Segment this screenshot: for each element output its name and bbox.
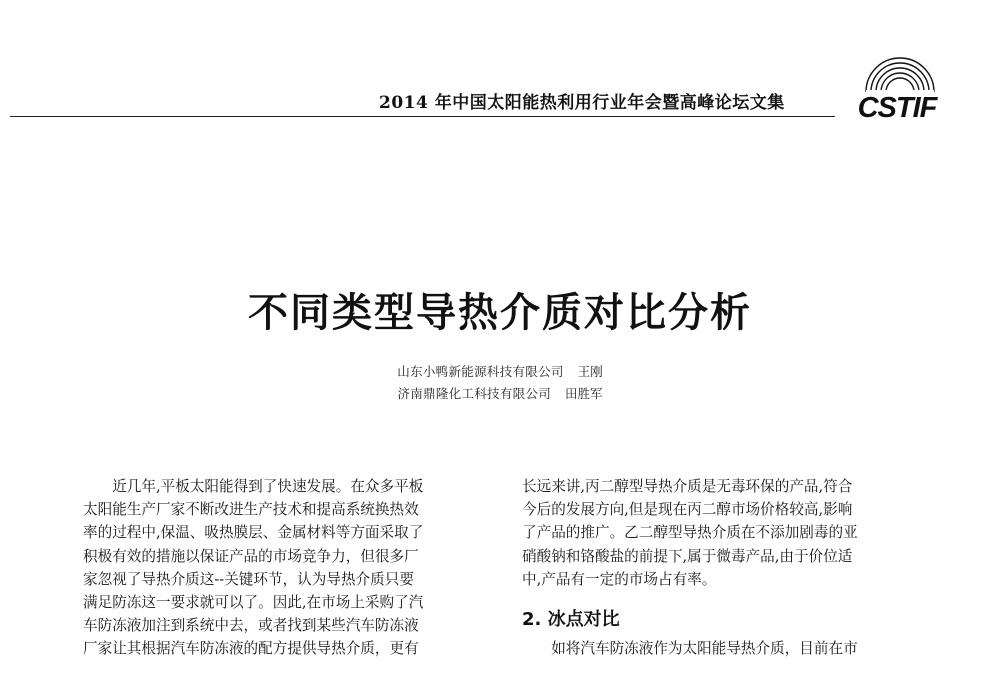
affiliation-line: [0, 362, 1000, 380]
left-column: [83, 475, 488, 661]
affiliation-author: 田胜军: [565, 386, 603, 401]
body-text-line: 满足防冻这一要求就可以了。因此,在市场上采购了汽: [83, 594, 424, 612]
body-text-line: 车防冻液加注到系统中去，或者找到某些汽车防冻液: [83, 617, 419, 635]
body-text-line: 率的过程中,保温、吸热膜层、金属材料等方面采取了: [83, 524, 424, 542]
body-text-line: 如将汽车防冻液作为太阳能导热介质，目前在市: [551, 640, 858, 658]
logo-text: CSTIF: [857, 92, 937, 122]
body-text-line: 了产品的推广。乙二醇型导热介质在不添加剧毒的亚: [522, 524, 858, 542]
body-text-line: 长远来讲,丙二醇型导热介质是无毒环保的产品,符合: [522, 478, 853, 495]
body-text-line: 厂家让其根据汽车防冻液的配方提供导热介质，更有: [83, 640, 419, 658]
body-text-line: 今后的发展方向,但是现在丙二醇市场价格较高,影响: [522, 501, 853, 519]
section-heading: 2. 冰点对比: [522, 609, 620, 631]
affiliation-author: 王刚: [577, 364, 603, 379]
body-text-line: 中,产品有一定的市场占有率。: [522, 570, 717, 588]
body-text-line: 近几年,平板太阳能得到了快速发展。在众多平板: [112, 478, 424, 495]
affiliation-organization: 山东小鸭新能源科技有限公司: [397, 364, 564, 379]
body-text-line: 太阳能生产厂家不断改进生产技术和提高系统换热效: [83, 501, 419, 519]
paper-title: 不同类型导热介质对比分析: [248, 289, 752, 336]
affiliation-line: [0, 384, 1000, 402]
header-rule: [10, 116, 835, 117]
cstif-logo-icon: [838, 48, 956, 122]
body-text-line: 家忽视了导热介质这--关键环节，认为导热介质只要: [83, 570, 414, 588]
right-column: [522, 475, 927, 660]
body-text-line: 积极有效的措施以保证产品的市场竞争力，但很多厂: [83, 547, 419, 565]
body-text-line: 硝酸钠和铬酸盐的前提下,属于微毒产品,由于价位适: [522, 547, 853, 565]
affiliation-organization: 济南鼎隆化工科技有限公司: [397, 386, 552, 401]
collection-title: 2014 年中国太阳能热利用行业年会暨高峰论坛文集: [379, 93, 785, 113]
